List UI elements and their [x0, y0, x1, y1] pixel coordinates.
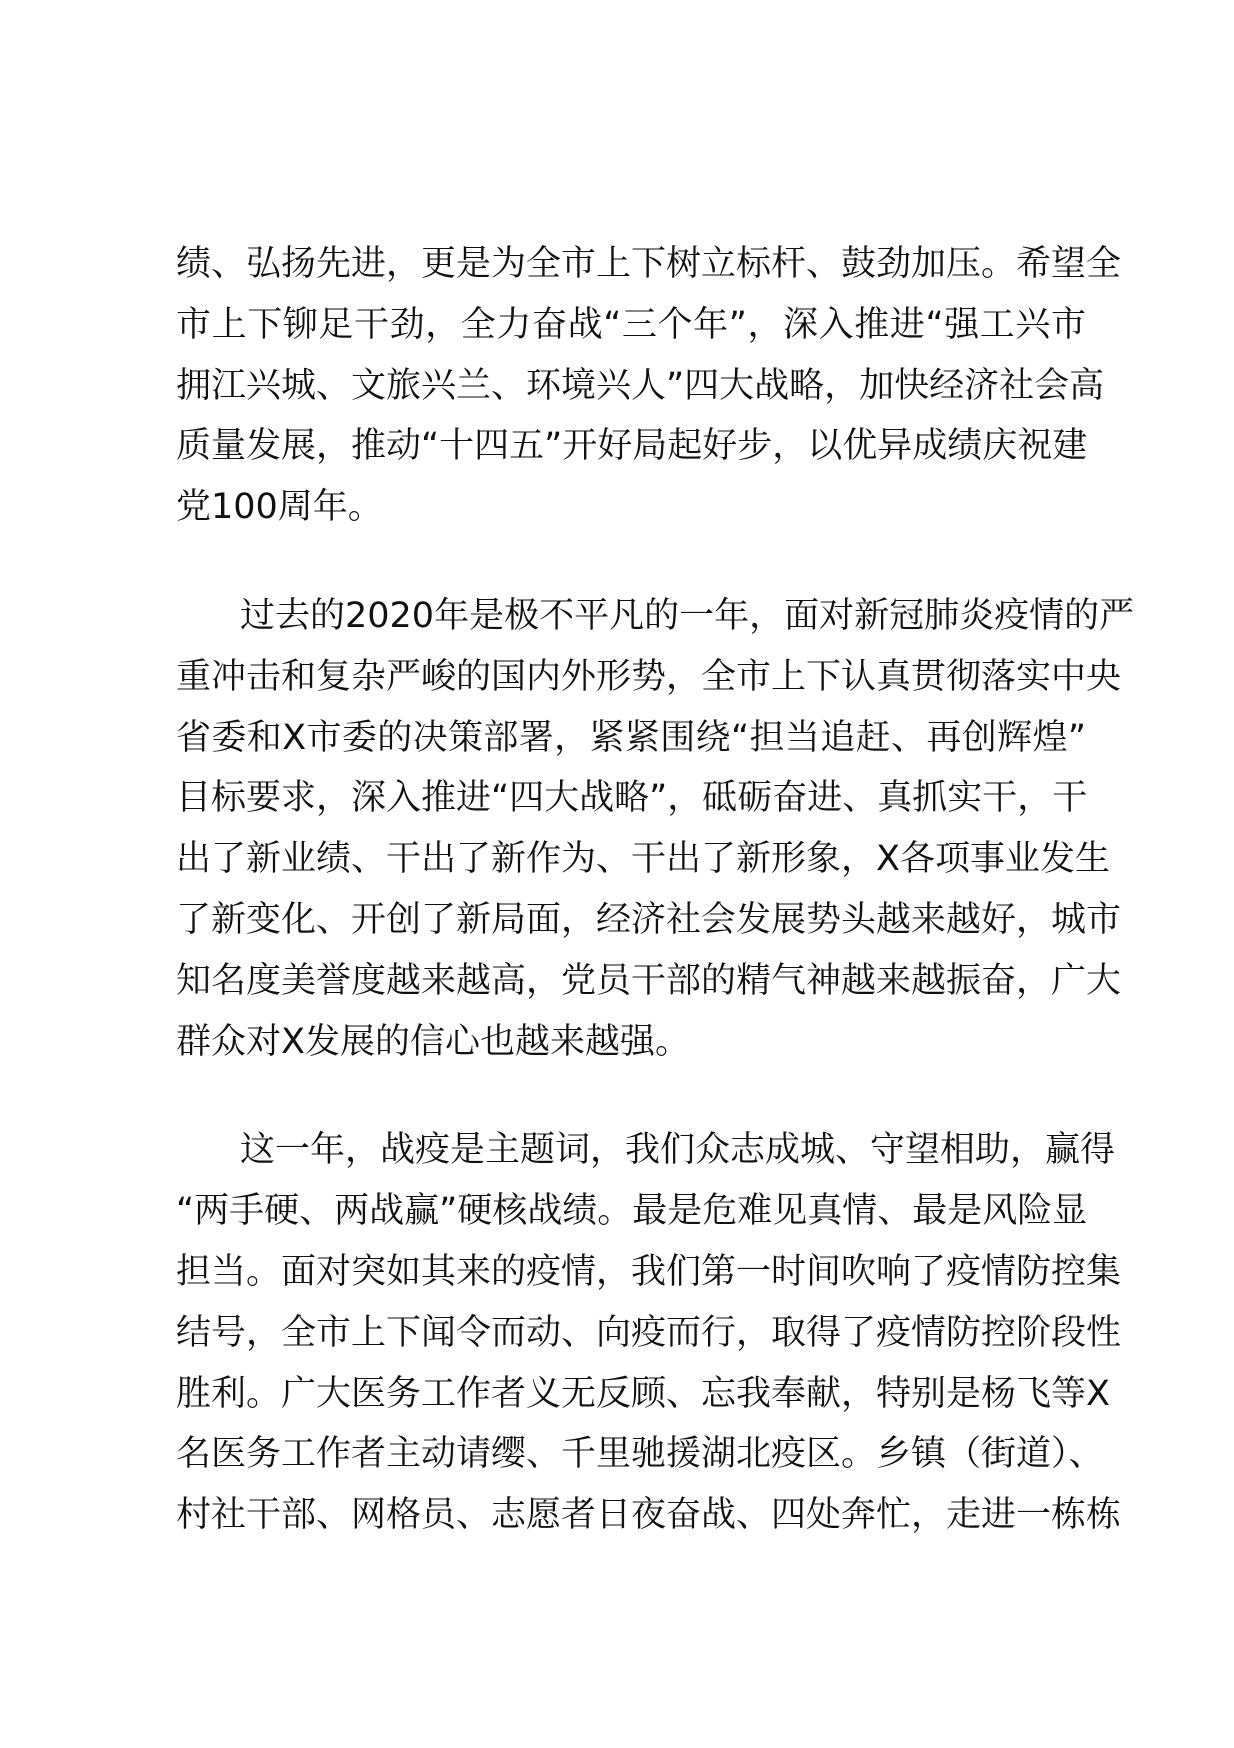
- text-line: 胜利。广大医务工作者义无反顾、忘我奉献，特别是杨飞等X: [176, 1373, 1110, 1414]
- document-body: [176, 234, 1135, 1546]
- text-line: 担当。面对突如其来的疫情，我们第一时间吹响了疫情防控集: [176, 1251, 1122, 1292]
- text-line: 重冲击和复杂严峻的国内外形势，全市上下认真贯彻落实中央: [176, 656, 1122, 697]
- text-line: 结号，全市上下闻令而动、向疫而行，取得了疫情防控阶段性: [176, 1312, 1122, 1353]
- text-line: 市上下铆足干劲，全力奋战“三个年”，深入推进“强工兴市: [176, 304, 1086, 345]
- text-line: 目标要求，深入推进“四大战略”，砥砺奋进、真抓实干，干: [176, 778, 1088, 819]
- text-line: 拥江兴城、文旅兴兰、环境兴人”四大战略，加快经济社会高: [176, 365, 1105, 406]
- text-line: 村社干部、网格员、志愿者日夜奋战、四处奔忙，走进一栋栋: [176, 1495, 1122, 1536]
- paragraph-2: [176, 586, 1135, 1072]
- text-line: 这一年，战疫是主题词，我们众志成城、守望相助，赢得: [240, 1130, 1116, 1171]
- text-line: 群众对X发展的信心也越来越强。: [176, 1021, 690, 1062]
- text-line: 质量发展，推动“十四五”开好局起好步，以优异成绩庆祝建: [176, 426, 1088, 467]
- text-line: 党100周年。: [176, 487, 383, 528]
- text-line: 知名度美誉度越来越高，党员干部的精气神越来越振奋，广大: [176, 960, 1122, 1001]
- text-line: 名医务工作者主动请缨、千里驰援湖北疫区。乡镇（街道）、: [176, 1434, 1104, 1475]
- text-line: 出了新业绩、干出了新作为、干出了新形象，X各项事业发生: [176, 839, 1110, 880]
- paragraph-3: [176, 1120, 1122, 1546]
- paragraph-gap: [176, 538, 1086, 586]
- text-line: 省委和X市委的决策部署，紧紧围绕“担当追赶、再创辉煌”: [176, 717, 1086, 758]
- text-line: “两手硬、两战赢”硬核战绩。最是危难见真情、最是风险显: [176, 1191, 1088, 1232]
- text-line: 绩、弘扬先进，更是为全市上下树立标杆、鼓劲加压。希望全: [176, 244, 1122, 284]
- text-line: 了新变化、开创了新局面，经济社会发展势头越来越好，城市: [176, 899, 1122, 940]
- paragraph-1: [176, 234, 1122, 538]
- text-line: 过去的2020年是极不平凡的一年，面对新冠肺炎疫情的严: [240, 595, 1135, 636]
- paragraph-gap: [176, 1072, 1086, 1120]
